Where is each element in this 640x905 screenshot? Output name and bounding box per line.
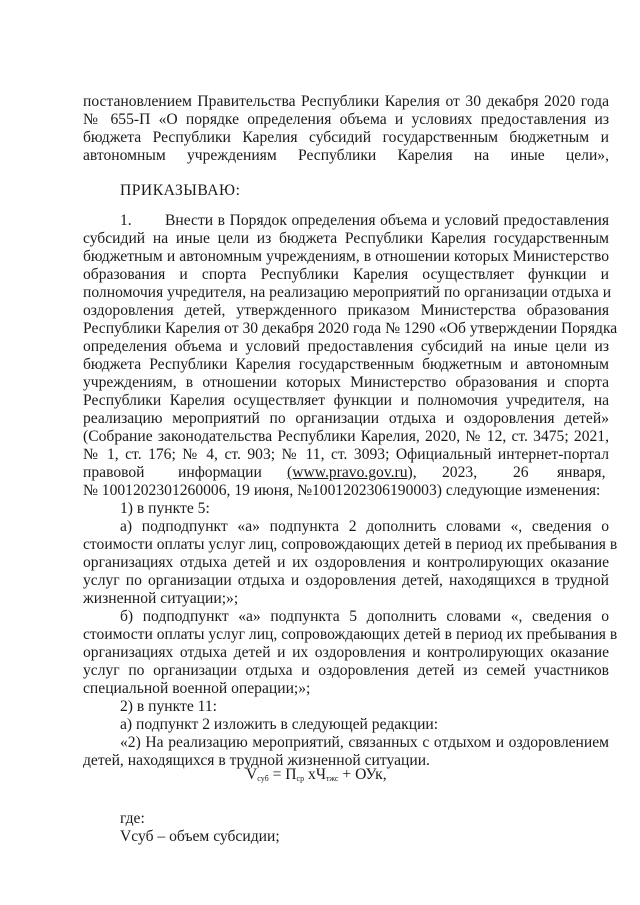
text-line: Республики Карелия осуществляет функции и полномочия учредителя, на: [83, 392, 609, 409]
text-line: где:: [120, 810, 145, 827]
text-line: стоимости оплаты услуг лиц, сопровождающих детей в период их пребывания в: [83, 536, 618, 553]
text-word: 2023,: [442, 464, 478, 481]
formula-v: V: [246, 766, 258, 783]
subitem-heading: 2) в пункте 11:: [120, 698, 217, 715]
text-line: учреждениям, в отношении которых Министерство образования и спорта: [83, 374, 609, 391]
text-line: бюджета Республики Карелия государственным бюджетным и автономным: [83, 356, 609, 373]
portal-link[interactable]: (www.pravo.gov.ru),: [287, 464, 417, 481]
text-word: января,: [557, 464, 606, 481]
formula-v-sub: суб: [257, 774, 269, 783]
text-line: субсидий на иные цели из бюджета Республики Карелия государственным: [83, 230, 609, 247]
formula-ch: Ч: [315, 766, 326, 783]
text-line: б) подподпункт «а» подпункта 5 дополнить словами «, сведения о: [120, 608, 609, 625]
text-line: Республики Карелия от 30 декабря 2020 года № 1290 «Об утверждении Порядка: [83, 320, 618, 337]
text-word: 26: [513, 464, 529, 481]
text-line: «2) На реализацию мероприятий, связанных с отдыхом и оздоровлением: [120, 734, 609, 751]
text-line: детей, находящихся в трудной жизненной ситуации.: [83, 752, 430, 769]
formula-eq: = П: [268, 766, 297, 783]
text-line: образования и спорта Республики Карелия осуществляет функции и: [83, 266, 609, 283]
text-line: № 1001202301260006, 19 июня, №1001202306190003) следующие изменения:: [83, 482, 601, 499]
item-number: 1.: [120, 212, 132, 229]
text-line: организациях отдыха детей и их оздоровления и контролирующих оказание: [83, 554, 609, 571]
text-line: (Собрание законодательства Республики Карелия, 2020, № 12, ст. 3475; 2021,: [83, 428, 609, 445]
text-line: № 655-П «О порядке определения объема и условиях предоставления из: [83, 111, 609, 128]
text-line: определения объема и условий предоставления субсидий на иные цели из: [83, 338, 609, 355]
text-line: услуг по организации отдыха и оздоровления детей, находящихся в трудной: [83, 572, 609, 589]
text-word: информации: [178, 464, 262, 481]
subitem-heading: 1) в пункте 5:: [120, 500, 210, 517]
text-line: услуг по организации отдыха и оздоровления детей из семей участников: [83, 662, 609, 679]
text-line: жизненной ситуации;»;: [83, 590, 239, 607]
text-line: Внести в Порядок определения объема и условий предоставления: [165, 212, 609, 229]
text-line: специальной военной операции;»;: [83, 680, 311, 697]
text-line: автономным учреждениям Республики Карелия на иные цели»,: [83, 147, 609, 164]
text-line: бюджетным и автономным учреждениям, в отношении которых Министерство: [83, 248, 609, 265]
text-line: бюджета Республики Карелия субсидий государственным бюджетным и: [83, 129, 609, 146]
text-line: реализацию мероприятий по организации отдыха и оздоровления детей»: [83, 410, 609, 427]
text-word: правовой: [83, 464, 145, 481]
formula: [246, 766, 387, 784]
order-heading: ПРИКАЗЫВАЮ:: [120, 182, 241, 199]
text-line: оздоровления детей, утвержденного приказом Министерства образования: [83, 302, 609, 319]
text-line: а) подпункт 2 изложить в следующей редакции:: [120, 716, 439, 733]
text-line: а) подподпункт «а» подпункта 2 дополнить словами «, сведения о: [120, 518, 609, 535]
text-line: постановлением Правительства Республики Карелия от 30 декабря 2020 года: [83, 93, 609, 110]
formula-rest: + ОУк,: [338, 766, 387, 783]
text-line: полномочия учредителя, на реализацию мероприятий по организации отдыха и: [83, 284, 612, 301]
formula-ch-sub: тжс: [325, 774, 339, 783]
text-line: № 1, ст. 176; № 4, ст. 903; № 11, ст. 3093; Официальный интернет-портал: [83, 446, 609, 463]
formula-x: х: [304, 766, 316, 783]
text-line: Vсуб – объем субсидии;: [120, 828, 280, 845]
formula-p-sub: ср: [296, 774, 305, 783]
text-line: стоимости оплаты услуг лиц, сопровождающих детей в период их пребывания в: [83, 626, 618, 643]
text-line: организациях отдыха детей и их оздоровления и контролирующих оказание: [83, 644, 609, 661]
